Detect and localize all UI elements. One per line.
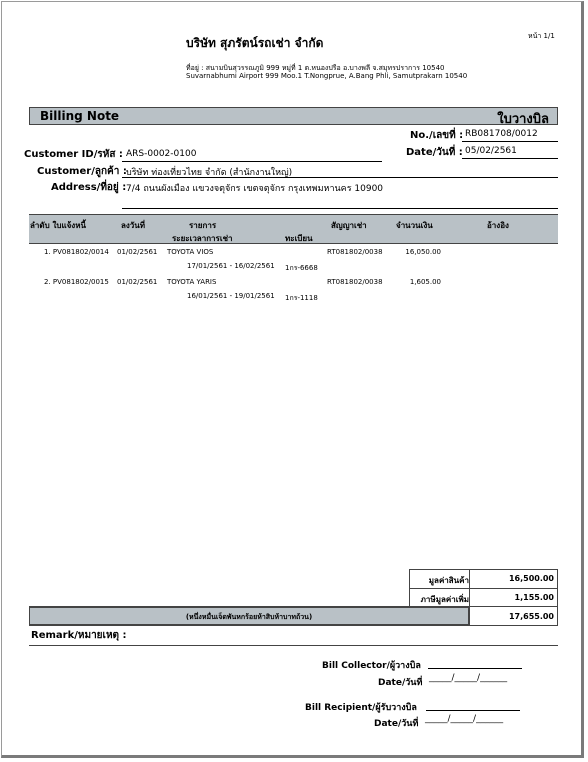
page-number: หน้า 1/1 xyxy=(528,32,555,40)
customer-address-underline xyxy=(122,208,558,209)
company-address-th: ที่อยู่ : สนามบินสุวรรณภูมิ 999 หมู่ที่ 1 ต.หนองปรือ อ.บางพลี จ.สมุทรปราการ 10540 xyxy=(186,64,445,72)
doc-no-underline xyxy=(462,141,558,142)
row-invoice: 1. PV081802/0014 xyxy=(44,248,109,256)
summary-divider xyxy=(557,569,558,625)
table-header xyxy=(29,214,558,244)
company-address-en: Suvarnabhumi Airport 999 Moo.1 T.Nongprue, A.Bang Phli, Samutprakarn 10540 xyxy=(186,72,468,80)
bill-collector-date-label: Date/วันที่ xyxy=(378,678,423,688)
row-contract: RT081802/0038 xyxy=(327,248,383,256)
bill-recipient-signature-line xyxy=(426,710,520,711)
summary-rule xyxy=(409,588,558,589)
col-plate: ทะเบียน xyxy=(285,234,313,243)
subtotal-label: มูลค่าสินค้า xyxy=(428,576,469,585)
customer-id-value: ARS-0002-0100 xyxy=(126,149,197,159)
title-bar xyxy=(29,107,558,125)
customer-name-value: บริษัท ท่องเที่ยวไทย จำกัด (สำนักงานใหญ่) xyxy=(126,168,293,178)
vat-label: ภาษีมูลค่าเพิ่ม xyxy=(420,595,469,604)
row-plate: 1กร-1118 xyxy=(285,294,318,302)
customer-address-value: 7/4 ถนนผังเมือง แขวงจตุจักร เขตจตุจักร กรุงเทพมหานคร 10900 xyxy=(126,184,384,194)
row-period: 17/01/2561 - 16/02/2561 xyxy=(187,262,275,270)
doc-no-value: RB081708/0012 xyxy=(465,129,538,139)
customer-name-label: Customer/ลูกค้า : xyxy=(37,166,127,177)
row-date: 01/02/2561 xyxy=(117,278,158,286)
remark-label: Remark/หมายเหตุ : xyxy=(31,630,127,641)
row-amount: 1,605.00 xyxy=(409,278,441,286)
row-plate: 1กร-6668 xyxy=(285,264,318,272)
doc-date-value: 05/02/2561 xyxy=(465,146,517,156)
col-seq-invoice: ลำดับ ใบแจ้งหนี้ xyxy=(30,221,86,230)
col-detail: รายการ xyxy=(189,221,217,230)
row-item: TOYOTA VIOS xyxy=(167,248,214,256)
title-english: Billing Note xyxy=(40,109,120,123)
bill-recipient-label: Bill Recipient/ผู้รับวางบิล xyxy=(305,703,417,713)
amount-in-words: (หนึ่งหมื่นเจ็ดพันหกร้อยห้าสิบห้าบาทถ้วน) xyxy=(185,613,313,621)
bill-collector-date-blank: _____/_____/______ xyxy=(429,673,508,683)
col-contract: สัญญาเช่า xyxy=(331,221,367,230)
row-period: 16/01/2561 - 19/01/2561 xyxy=(187,292,275,300)
row-invoice: 2. PV081802/0015 xyxy=(44,278,109,286)
doc-date-underline xyxy=(462,158,558,159)
title-thai: ใบวางบิล xyxy=(497,112,549,127)
bill-collector-label: Bill Collector/ผู้วางบิล xyxy=(322,661,421,671)
customer-address-label: Address/ที่อยู่ : xyxy=(51,182,127,193)
doc-date-label: Date/วันที่ : xyxy=(406,147,463,158)
col-date: ลงวันที่ xyxy=(121,221,146,230)
bill-recipient-date-label: Date/วันที่ xyxy=(374,719,419,729)
summary-rule xyxy=(409,569,558,570)
customer-id-label: Customer ID/รหัส : xyxy=(24,149,123,160)
customer-name-underline xyxy=(122,177,558,178)
row-item: TOYOTA YARIS xyxy=(167,278,217,286)
vat-value: 1,155.00 xyxy=(514,593,554,602)
customer-id-underline xyxy=(122,161,382,162)
col-reference: อ้างอิง xyxy=(487,221,509,230)
bill-collector-signature-line xyxy=(428,668,522,669)
row-date: 01/02/2561 xyxy=(117,248,158,256)
total-value: 17,655.00 xyxy=(508,612,554,621)
col-period: ระยะเวลาการเช่า xyxy=(172,234,233,243)
subtotal-value: 16,500.00 xyxy=(508,574,554,583)
doc-no-label: No./เลขที่ : xyxy=(410,130,464,141)
row-amount: 16,050.00 xyxy=(405,248,441,256)
remark-rule xyxy=(29,645,558,646)
company-name: บริษัท สุภรัตน์รถเช่า จำกัด xyxy=(186,36,324,50)
bill-recipient-date-blank: _____/_____/______ xyxy=(425,714,504,724)
summary-rule xyxy=(29,625,558,626)
amount-in-words-bar xyxy=(29,607,469,625)
row-contract: RT081802/0038 xyxy=(327,278,383,286)
col-amount: จำนวนเงิน xyxy=(396,221,433,230)
